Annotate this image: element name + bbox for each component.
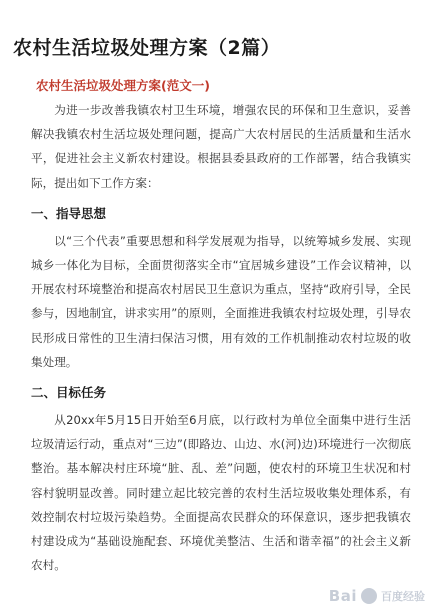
- section-body-targets: 从20xx年5月15日开始至6月底，以行政村为单位全面集中进行生活垃圾清运行动，重点对“三边”(即路边、山边、水(河)边)环境进行一次彻底整治。基本解决村庄环境“脏、乱、差”问题，使农村的环境卫生状况和村容村貌明显改善。同时建立起比较完善的农村生活垃圾收集处理体系，有效控制农村垃圾污染趋势。全面提高农民群众的环保意识，逐步把我镇农村建设成为“基础设施配套、环境优美整洁、生活和谐幸福”的社会主义新农村。: [31, 413, 411, 573]
- watermark: [329, 587, 425, 605]
- section-heading-targets: 二、目标任务: [31, 385, 107, 401]
- section-heading-guiding-ideology: 一、指导思想: [31, 205, 107, 221]
- paw-icon: [361, 588, 377, 604]
- intro-paragraph: 为进一步改善我镇农村卫生环境，增强农民的环保和卫生意识，妥善解决我镇农村生活垃圾处理问题，提高广大农村居民的生活质量和生活水平，促进社会主义新农村建设。根据县委县政府的工作部署，结合我镇实际，提出如下工作方案：: [31, 103, 411, 190]
- watermark-logo: Bai: [328, 587, 357, 605]
- document-body: [31, 98, 411, 577]
- section-body-guiding-ideology: 以“三个代表”重要思想和科学发展观为指导，以统筹城乡发展、实现城乡一体化为目标，全面贯彻落实全市“宜居城乡建设”工作会议精神，以开展农村环境整治和提高农村居民卫生意识为重点，坚持“政府引导，全民参与，因地制宜，讲求实用”的原则，全面推进我镇农村垃圾处理，引导农民形成日常性的卫生清扫保洁习惯，用有效的工作机制推动农村垃圾的收集处理。: [31, 233, 411, 369]
- document-title: 农村生活垃圾处理方案（2篇）: [13, 37, 281, 59]
- document-subtitle: 农村生活垃圾处理方案(范文一): [36, 78, 210, 93]
- watermark-text: 百度经验: [381, 590, 425, 603]
